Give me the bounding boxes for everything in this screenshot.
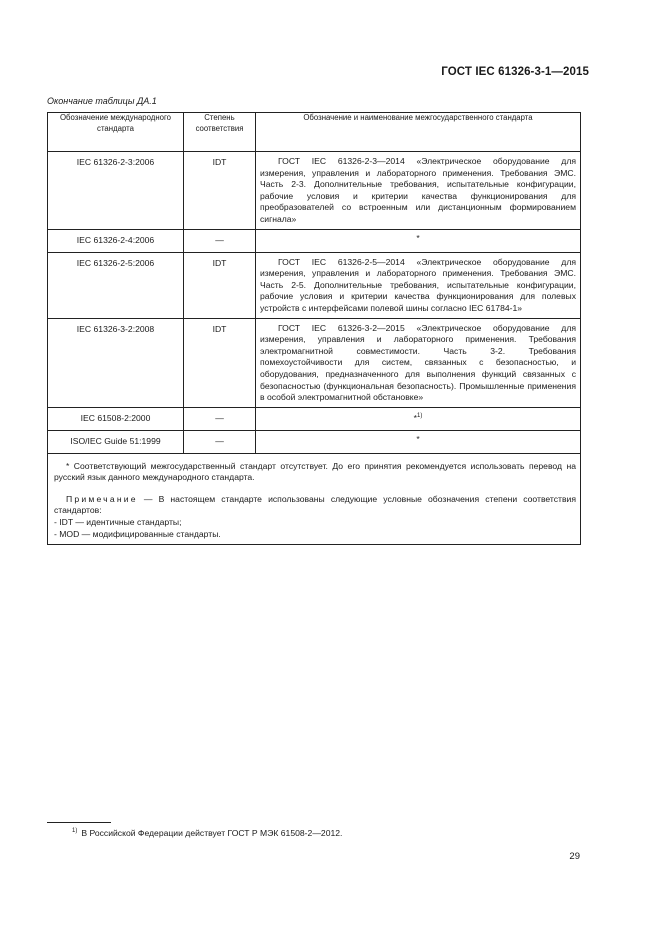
table-header-row xyxy=(48,113,581,152)
row-code: IEC 61508-2:2000 xyxy=(48,407,184,430)
table-row xyxy=(48,430,581,453)
row-description: ГОСТ IEC 61326-2-3—2014 «Электрическое оборудование для измерения, управления и лабораторного применения. Требования ЭМС. Часть 2-3. Дополнительные требования, испытательные конфигурации, рабочие условия и критерии качества функционирования для преобразователей со встроенным или дистанционным формированием сигнала» xyxy=(256,152,581,230)
note-label: Примечание xyxy=(66,493,138,504)
table-row xyxy=(48,152,581,230)
row-code: IEC 61326-3-2:2008 xyxy=(48,318,184,407)
row-degree: IDT xyxy=(184,318,256,407)
table-notes-row xyxy=(48,453,581,545)
note-item: - IDT — идентичные стандарты; xyxy=(54,517,182,528)
table-notes xyxy=(48,453,581,545)
table-caption: Окончание таблицы ДА.1 xyxy=(47,96,157,106)
footnote: $^{1)}$ В Российской Федерации действует ГОСТ Р МЭК 61508-2—2012. xyxy=(72,828,343,838)
row-description: * xyxy=(256,229,581,252)
table-row xyxy=(48,252,581,318)
header-interstate-standard: Обозначение и наименование межгосударственного стандарта xyxy=(256,113,581,152)
note-paragraph: Примечание — В настоящем стандарте использованы следующие условные обозначения степени соответствия стандартов: xyxy=(54,493,577,516)
document-code: ГОСТ IEC 61326-3-1—2015 xyxy=(441,66,589,78)
footnote-rule xyxy=(47,822,111,823)
row-description: * xyxy=(256,430,581,453)
row-description: *$^{1)}$ xyxy=(256,407,581,430)
row-degree: IDT xyxy=(184,152,256,230)
row-degree: — xyxy=(184,407,256,430)
asterisk-note: * Соответствующий межгосударственный стандарт отсутствует. До его принятия рекомендуется использовать перевод на русский язык данного международного стандарта. xyxy=(54,460,576,483)
row-code: IEC 61326-2-5:2006 xyxy=(48,252,184,318)
table-row xyxy=(48,229,581,252)
row-code: IEC 61326-2-3:2006 xyxy=(48,152,184,230)
correspondence-table xyxy=(47,112,581,545)
header-degree: Степень соответствия xyxy=(184,113,256,152)
footnote-ref: 1) xyxy=(417,412,423,419)
row-description: ГОСТ IEC 61326-3-2—2015 «Электрическое оборудование для измерения, управления и лабораторного применения. Требования электромагнитной совместимости. Часть 3-2. Требования помехоустойчивости для систем, связанных с безопасностью, и оборудования, предназначенного для выполнения функций связанных с безопасностью (функциональная безопасность). Промышленные применения в особой электромагнитной обстановке» xyxy=(256,318,581,407)
row-description: ГОСТ IEC 61326-2-5—2014 «Электрическое оборудование для измерения, управления и лабораторного применения. Требования ЭМС. Часть 2-5. Дополнительные требования, испытательные конфигурации, рабочие условия и критерии качества функционирования для полевых устройств с интерфейсами полевой шины согласно IEC 61784-1» xyxy=(256,252,581,318)
row-degree: — xyxy=(184,430,256,453)
row-code: ISO/IEC Guide 51:1999 xyxy=(48,430,184,453)
table-row xyxy=(48,407,581,430)
table-row xyxy=(48,318,581,407)
row-degree: IDT xyxy=(184,252,256,318)
row-code: IEC 61326-2-4:2006 xyxy=(48,229,184,252)
note-item: - MOD — модифицированные стандарты. xyxy=(54,528,221,539)
page-number: 29 xyxy=(569,851,580,862)
header-intl-standard: Обозначение международного стандарта xyxy=(48,113,184,152)
row-degree: — xyxy=(184,229,256,252)
footnote-mark: 1) xyxy=(72,828,78,835)
